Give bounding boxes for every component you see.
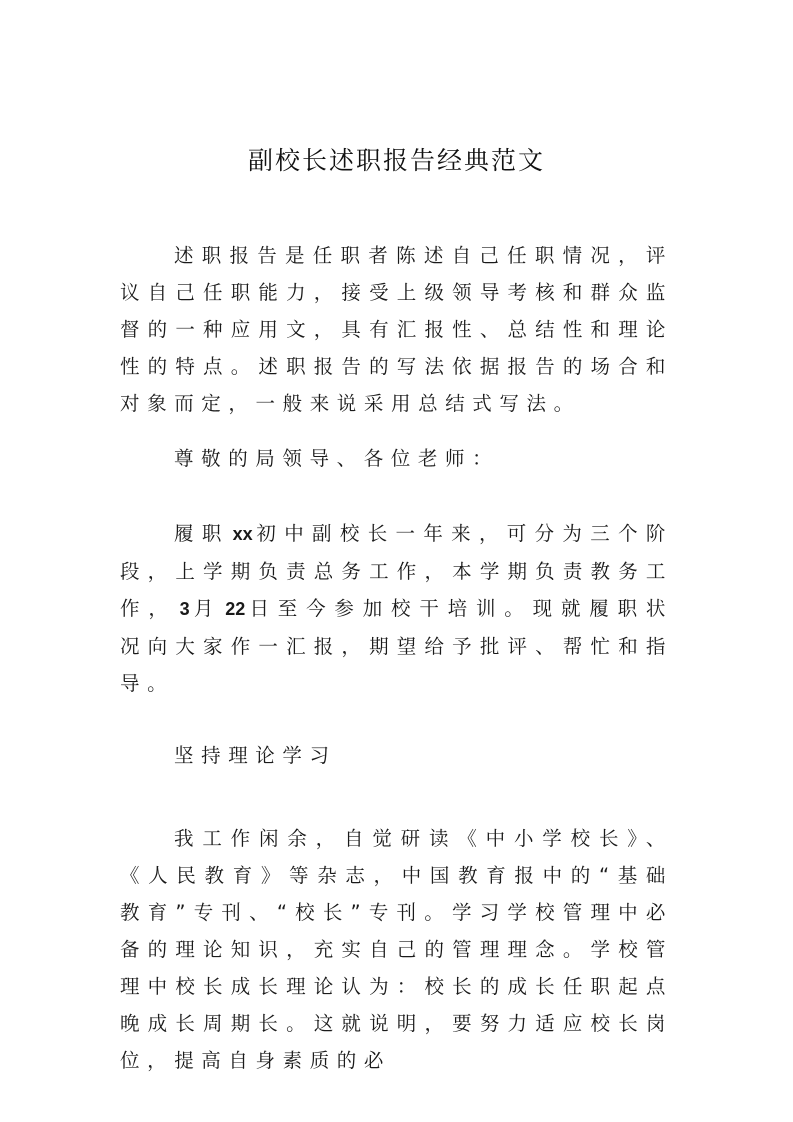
summary-text-4: 日至今参加校干培训。现就履职状况向大家作一汇报，期望给予批评、帮忙和指导。 — [120, 597, 673, 695]
summary-paragraph — [120, 515, 673, 702]
document-title: 副校长述职报告经典范文 — [247, 145, 545, 175]
study-paragraph-block — [120, 820, 673, 1079]
summary-text-2: 初中副校长一年来，可分为三个阶段，上学期负责总务工作，本学期负责教务工作， — [120, 522, 673, 620]
section-heading: 坚持理论学习 — [174, 744, 337, 767]
study-paragraph: 我工作闲余，自觉研读《中小学校长》、《人民教育》等杂志，中国教育报中的“基础教育”专刊、“校长”专刊。学习学校管理中必备的理论知识，充实自己的管理理念。学校管理中校长成长理论认为：校长的成长任职起点晚成长周期长。这就说明，要努力适应校长岗位，提高自身素质的必 — [120, 827, 673, 1072]
summary-text-1: 履职 — [174, 522, 230, 545]
school-placeholder: xx — [232, 524, 253, 544]
summary-paragraph-block — [120, 515, 673, 702]
date-day: 22 — [225, 599, 246, 619]
date-month: 3 — [179, 599, 190, 619]
intro-paragraph-block — [120, 237, 673, 422]
section-heading-block — [120, 737, 673, 774]
summary-text-3: 月 — [192, 597, 223, 620]
greeting-paragraph-block — [120, 440, 673, 477]
greeting-paragraph: 尊敬的局领导、各位老师： — [174, 447, 500, 470]
intro-paragraph: 述职报告是任职者陈述自己任职情况，评议自己任职能力，接受上级领导考核和群众监督的一种应用文，具有汇报性、总结性和理论性的特点。述职报告的写法依据报告的场合和对象而定，一般来说采用总结式写法。 — [120, 244, 673, 415]
